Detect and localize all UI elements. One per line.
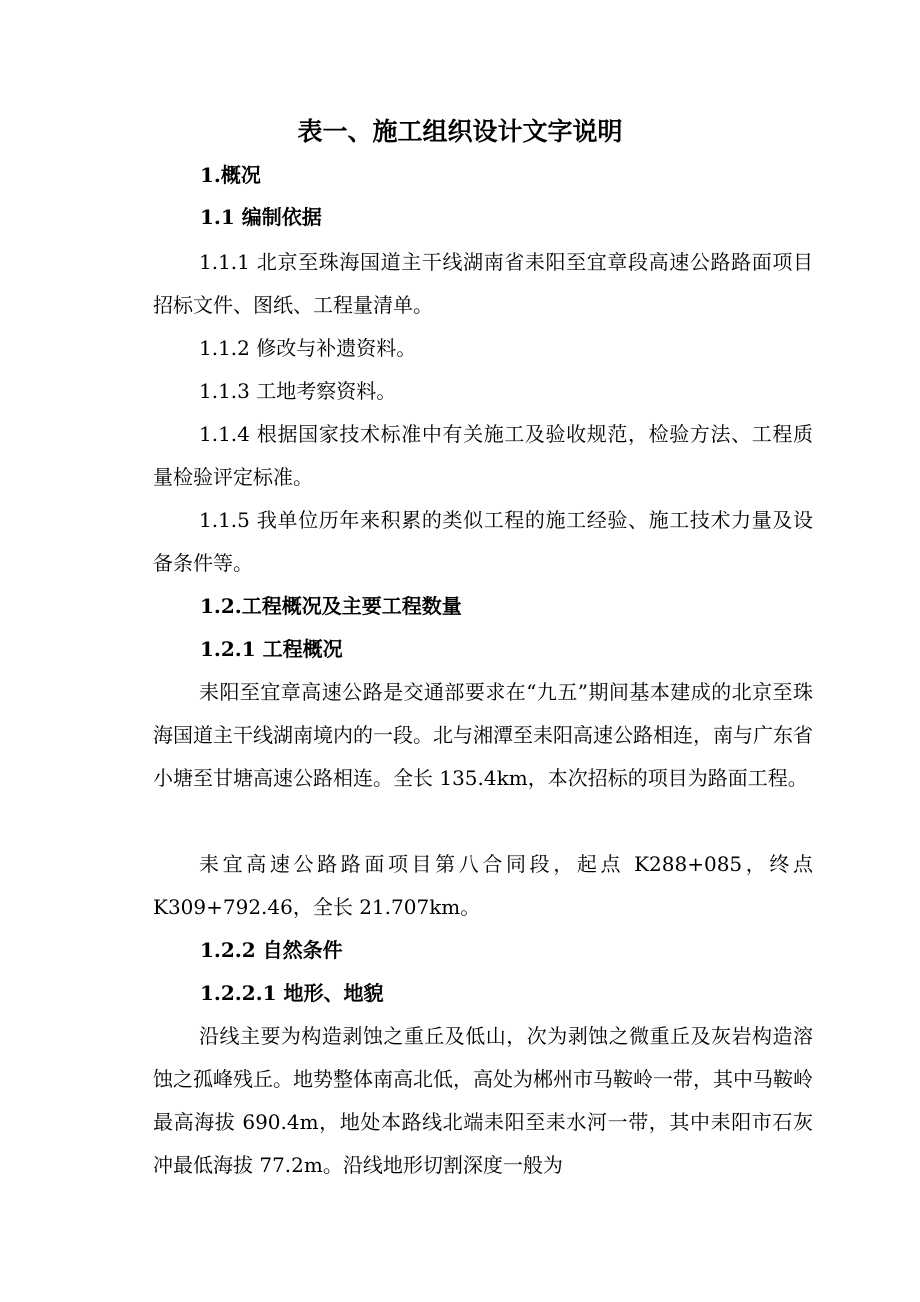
page-title: 表一、施工组织设计文字说明 <box>297 117 623 146</box>
heading-1-1: 1.1 编制依据 <box>200 205 322 229</box>
paragraph-contract-section: 耒宜高速公路路面项目第八合同段，起点 K288+085，终点 K309+792.46，全长 21.707km。 <box>153 852 813 919</box>
heading-1-2-2-1: 1.2.2.1 地形、地貌 <box>200 981 384 1005</box>
heading-1-2: 1.2.工程概况及主要工程数量 <box>200 594 462 618</box>
paragraph-1-1-4: 1.1.4 根据国家技术标准中有关施工及验收规范，检验方法、工程质量检验评定标准。 <box>153 422 813 489</box>
paragraph-1-1-5: 1.1.5 我单位历年来积累的类似工程的施工经验、施工技术力量及设备条件等。 <box>153 508 813 575</box>
heading-1: 1.概况 <box>200 163 261 187</box>
paragraph-terrain: 沿线主要为构造剥蚀之重丘及低山，次为剥蚀之微重丘及灰岩构造溶蚀之孤峰残丘。地势整体南高北低，高处为郴州市马鞍岭一带，其中马鞍岭最高海拔 690.4m，地处本路线北端耒阳至耒水河一带，其中耒阳市石灰冲最低海拔 77.2m。沿线地形切割深度一般为 <box>153 1024 813 1177</box>
heading-1-2-2: 1.2.2 自然条件 <box>200 938 343 962</box>
paragraph-project-overview: 耒阳至宜章高速公路是交通部要求在“九五”期间基本建成的北京至珠海国道主干线湖南境内的一段。北与湘潭至耒阳高速公路相连，南与广东省小塘至甘塘高速公路相连。全长 135.4km，本次招标的项目为路面工程。 <box>153 680 813 790</box>
paragraph-1-1-2: 1.1.2 修改与补遗资料。 <box>199 336 417 360</box>
heading-1-2-1: 1.2.1 工程概况 <box>200 637 343 661</box>
paragraph-1-1-3: 1.1.3 工地考察资料。 <box>199 379 397 403</box>
paragraph-1-1-1: 1.1.1 北京至珠海国道主干线湖南省耒阳至宜章段高速公路路面项目招标文件、图纸、工程量清单。 <box>153 250 813 317</box>
